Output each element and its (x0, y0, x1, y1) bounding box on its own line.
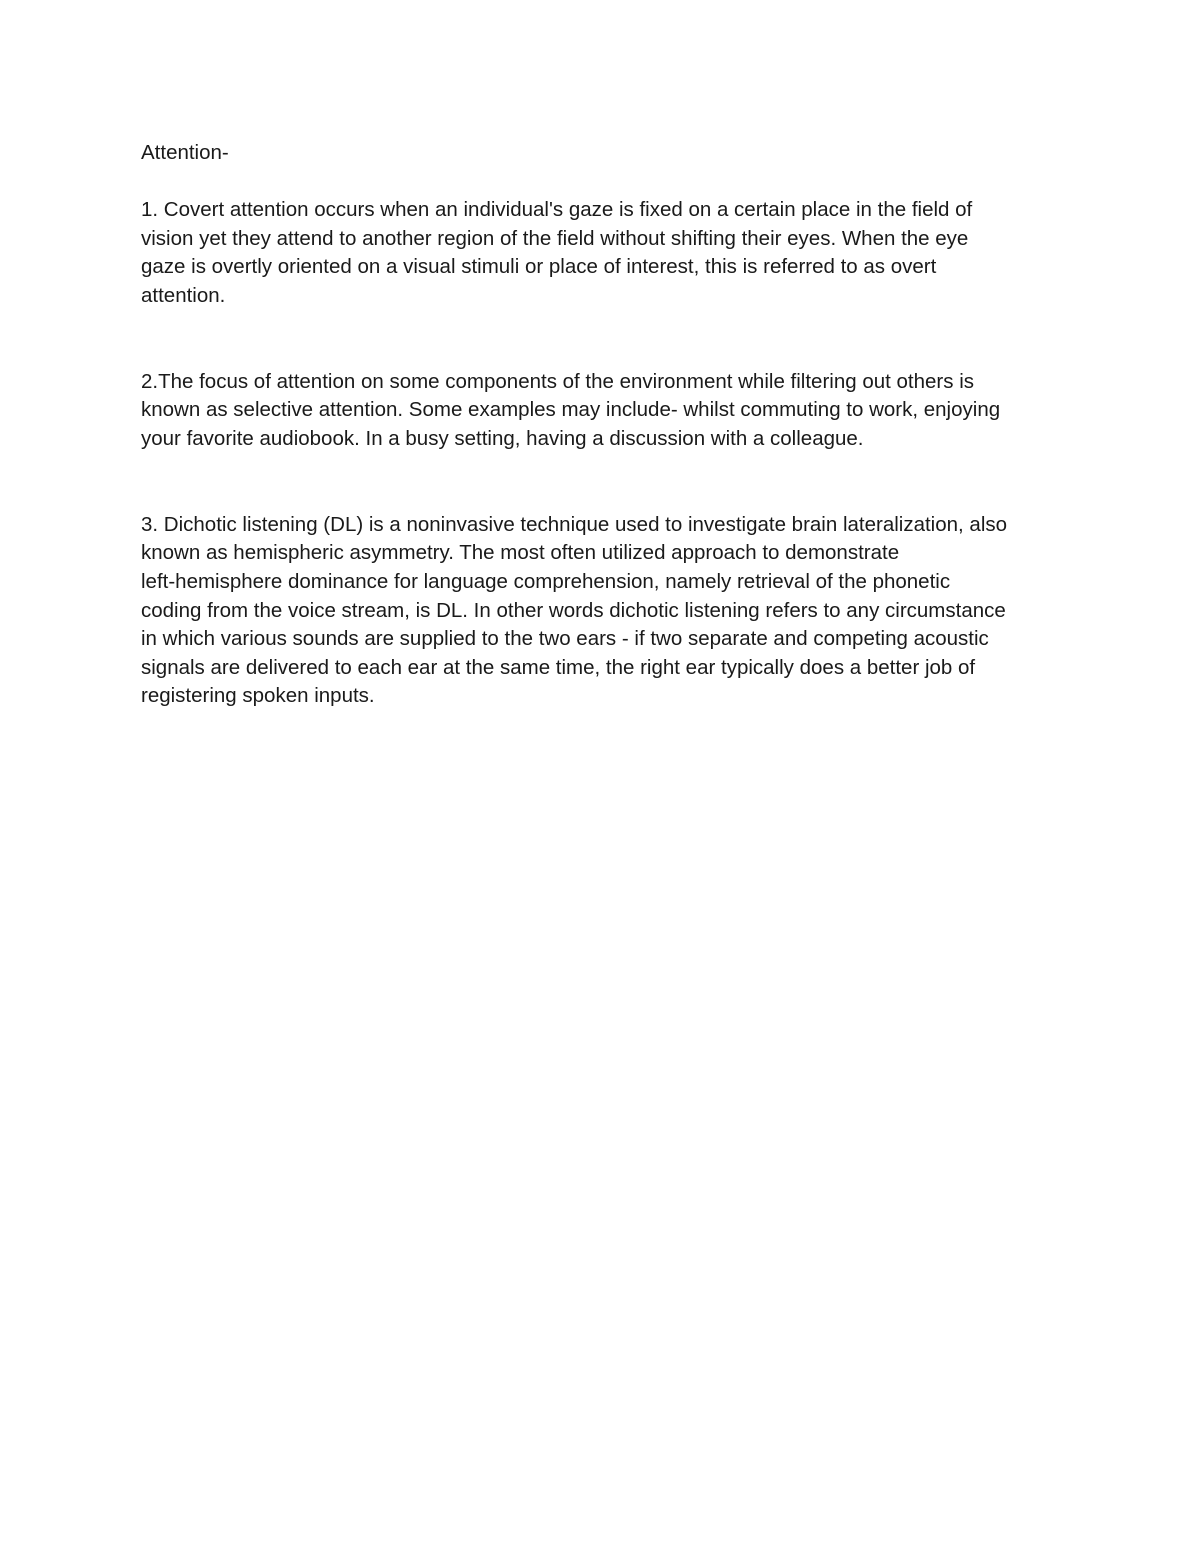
paragraph-line: 2.The focus of attention on some components of the environment while filtering out others is (141, 369, 974, 393)
spacer (141, 168, 1061, 197)
paragraph-line: gaze is overtly oriented on a visual stimuli or place of interest, this is referred to as overt (141, 255, 937, 279)
spacer (141, 454, 1061, 511)
paragraph-line: 1. Covert attention occurs when an individual's gaze is fixed on a certain place in the field of (141, 198, 973, 222)
paragraph-line: known as hemispheric asymmetry. The most often utilized approach to demonstrate (141, 541, 900, 565)
paragraph-line: 3. Dichotic listening (DL) is a noninvasive technique used to investigate brain lateralization, also (141, 512, 1008, 536)
document-body (141, 139, 1061, 711)
paragraph-line: registering spoken inputs. (141, 684, 375, 708)
paragraph-line: attention. (141, 283, 226, 307)
paragraph-line: signals are delivered to each ear at the same time, the right ear typically does a better job of (141, 655, 976, 679)
paragraph-line: in which various sounds are supplied to the two ears - if two separate and competing acoustic (141, 627, 989, 651)
paragraph-line: your favorite audiobook. In a busy setting, having a discussion with a colleague. (141, 426, 864, 450)
paragraph-covert-attention (141, 196, 1061, 310)
paragraph-selective-attention (141, 368, 1061, 454)
paragraph-line: left-hemisphere dominance for language comprehension, namely retrieval of the phonetic (141, 569, 951, 593)
paragraph-line: coding from the voice stream, is DL. In other words dichotic listening refers to any circumstance (141, 598, 1006, 622)
paragraph-line: known as selective attention. Some examples may include- whilst commuting to work, enjoying (141, 398, 1001, 422)
spacer (141, 311, 1061, 368)
paragraph-dichotic-listening (141, 511, 1061, 711)
document-heading: Attention- (141, 141, 229, 164)
paragraph-line: vision yet they attend to another region of the field without shifting their eyes. When the eye (141, 226, 969, 250)
